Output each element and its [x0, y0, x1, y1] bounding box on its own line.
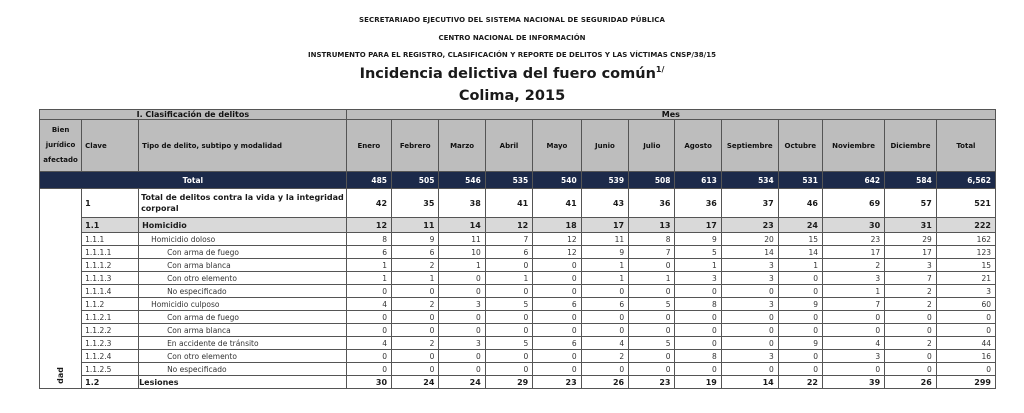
header-bien-line-3: afectado: [43, 156, 78, 164]
month-value-cell: 14: [778, 246, 822, 259]
month-value-cell: 4: [822, 337, 884, 350]
header-month: Febrero: [392, 120, 439, 172]
month-value-cell: 2: [392, 259, 439, 272]
month-value-cell: 12: [533, 246, 581, 259]
month-value-cell: 6: [485, 246, 532, 259]
month-value-cell: 0: [392, 311, 439, 324]
month-value-cell: 0: [885, 363, 937, 376]
month-value-cell: 10: [439, 246, 485, 259]
table-row: [40, 285, 996, 298]
month-value-cell: 0: [822, 311, 884, 324]
month-value-cell: 36: [629, 189, 675, 218]
month-value-cell: 1: [581, 259, 628, 272]
month-value-cell: 9: [392, 233, 439, 246]
total-cell: 546: [439, 172, 485, 189]
month-value-cell: 6: [392, 246, 439, 259]
month-value-cell: 42: [346, 189, 391, 218]
clave-cell: 1.1: [82, 218, 139, 233]
month-value-cell: 0: [629, 363, 675, 376]
month-value-cell: 0: [439, 285, 485, 298]
header-month: Marzo: [439, 120, 485, 172]
month-value-cell: 1: [485, 272, 532, 285]
table-row: [40, 324, 996, 337]
clave-cell: 1.1.1.4: [82, 285, 139, 298]
clave-cell: 1.2: [82, 376, 139, 389]
month-value-cell: 0: [629, 350, 675, 363]
month-value-cell: 0: [439, 350, 485, 363]
month-value-cell: 4: [581, 337, 628, 350]
clave-cell: 1.1.2.3: [82, 337, 139, 350]
month-value-cell: 3: [721, 298, 778, 311]
month-value-cell: 7: [885, 272, 937, 285]
month-value-cell: 24: [439, 376, 485, 389]
total-cell: 485: [346, 172, 391, 189]
total-cell: 642: [822, 172, 884, 189]
total-cell: 534: [721, 172, 778, 189]
month-value-cell: 11: [439, 233, 485, 246]
month-value-cell: 17: [675, 218, 721, 233]
month-value-cell: 12: [346, 218, 391, 233]
total-cell: 539: [581, 172, 628, 189]
month-value-cell: 3: [675, 272, 721, 285]
month-value-cell: 7: [485, 233, 532, 246]
month-value-cell: 0: [392, 285, 439, 298]
month-value-cell: 15: [778, 233, 822, 246]
month-value-cell: 5: [485, 337, 532, 350]
month-value-cell: 0: [778, 324, 822, 337]
month-value-cell: 1: [346, 259, 391, 272]
total-cell: 508: [629, 172, 675, 189]
month-value-cell: 0: [675, 324, 721, 337]
month-value-cell: 23: [822, 233, 884, 246]
month-value-cell: 5: [485, 298, 532, 311]
month-value-cell: 41: [533, 189, 581, 218]
header-month: Mayo: [533, 120, 581, 172]
month-value-cell: 0: [346, 285, 391, 298]
tipo-cell: En accidente de tránsito: [139, 337, 347, 350]
month-value-cell: 0: [629, 324, 675, 337]
row-total-cell: 222: [936, 218, 995, 233]
month-value-cell: 0: [675, 337, 721, 350]
month-value-cell: 6: [346, 246, 391, 259]
total-cell: 584: [885, 172, 937, 189]
month-value-cell: 23: [721, 218, 778, 233]
header-bien-line-1: Bien: [51, 126, 70, 134]
month-value-cell: 8: [675, 298, 721, 311]
month-value-cell: 0: [346, 363, 391, 376]
month-value-cell: 26: [581, 376, 628, 389]
month-value-cell: 3: [822, 272, 884, 285]
month-value-cell: 23: [629, 376, 675, 389]
month-value-cell: 4: [346, 337, 391, 350]
month-value-cell: 1: [439, 259, 485, 272]
month-value-cell: 8: [675, 350, 721, 363]
month-value-cell: 12: [533, 233, 581, 246]
month-value-cell: 0: [675, 363, 721, 376]
month-value-cell: 24: [392, 376, 439, 389]
month-value-cell: 0: [885, 311, 937, 324]
month-value-cell: 0: [392, 350, 439, 363]
month-value-cell: 0: [439, 363, 485, 376]
row-total-cell: 21: [936, 272, 995, 285]
total-cell: 505: [392, 172, 439, 189]
month-value-cell: 38: [439, 189, 485, 218]
header-clave: Clave: [82, 120, 139, 172]
month-value-cell: 0: [675, 285, 721, 298]
row-total-cell: 123: [936, 246, 995, 259]
month-value-cell: 9: [581, 246, 628, 259]
page-title: [0, 65, 1024, 82]
month-value-cell: 0: [485, 259, 532, 272]
month-value-cell: 57: [885, 189, 937, 218]
tipo-cell: Con arma blanca: [139, 324, 347, 337]
row-total-cell: 521: [936, 189, 995, 218]
clave-cell: 1.1.1.1: [82, 246, 139, 259]
month-value-cell: 39: [822, 376, 884, 389]
month-value-cell: 0: [533, 363, 581, 376]
header-line-1: SECRETARIADO EJECUTIVO DEL SISTEMA NACIONAL DE SEGURIDAD PÚBLICA: [358, 16, 666, 24]
month-value-cell: 0: [439, 324, 485, 337]
month-value-cell: 29: [885, 233, 937, 246]
table-row: [40, 298, 996, 311]
month-value-cell: 0: [822, 324, 884, 337]
month-value-cell: 2: [885, 285, 937, 298]
month-value-cell: 1: [822, 285, 884, 298]
month-value-cell: 14: [721, 376, 778, 389]
month-value-cell: 0: [485, 350, 532, 363]
table-row: [40, 337, 996, 350]
row-total-cell: 3: [936, 285, 995, 298]
month-value-cell: 7: [822, 298, 884, 311]
month-value-cell: 0: [581, 285, 628, 298]
column-header-row: [40, 120, 996, 172]
month-value-cell: 3: [885, 259, 937, 272]
month-value-cell: 0: [885, 324, 937, 337]
month-value-cell: 5: [629, 337, 675, 350]
month-value-cell: 0: [721, 324, 778, 337]
tipo-cell: Con otro elemento: [139, 350, 347, 363]
total-label: Total: [40, 172, 347, 189]
total-cell: 613: [675, 172, 721, 189]
group-header-row: [40, 110, 996, 120]
total-cell: 540: [533, 172, 581, 189]
month-value-cell: 0: [533, 311, 581, 324]
header-month: Septiembre: [721, 120, 778, 172]
month-value-cell: 37: [721, 189, 778, 218]
table-row: [40, 311, 996, 324]
month-value-cell: 0: [533, 272, 581, 285]
total-row: [40, 172, 996, 189]
clave-cell: 1.1.1.3: [82, 272, 139, 285]
table-row: [40, 233, 996, 246]
month-value-cell: 0: [581, 311, 628, 324]
total-cell: 535: [485, 172, 532, 189]
row-total-cell: 0: [936, 311, 995, 324]
month-value-cell: 0: [675, 311, 721, 324]
tipo-cell: Total de delitos contra la vida y la integridad corporal: [139, 189, 347, 218]
clave-cell: 1.1.2: [82, 298, 139, 311]
crime-table: [39, 109, 996, 389]
header-month: Agosto: [675, 120, 721, 172]
month-value-cell: 4: [346, 298, 391, 311]
month-value-cell: 0: [346, 311, 391, 324]
month-value-cell: 0: [581, 324, 628, 337]
clave-cell: 1.1.2.2: [82, 324, 139, 337]
header-month: Noviembre: [822, 120, 884, 172]
tipo-cell: Con otro elemento: [139, 272, 347, 285]
month-value-cell: 2: [885, 337, 937, 350]
total-cell: 531: [778, 172, 822, 189]
month-value-cell: 1: [778, 259, 822, 272]
total-cell: 6,562: [936, 172, 995, 189]
month-value-cell: 36: [675, 189, 721, 218]
tipo-cell: Homicidio: [139, 218, 347, 233]
month-value-cell: 0: [778, 311, 822, 324]
header-month: Enero: [346, 120, 391, 172]
row-total-cell: 44: [936, 337, 995, 350]
month-value-cell: 30: [822, 218, 884, 233]
month-value-cell: 14: [439, 218, 485, 233]
page-subtitle: Colima, 2015: [458, 88, 566, 104]
header-month: Abril: [485, 120, 532, 172]
month-value-cell: 0: [533, 350, 581, 363]
table-row: [40, 363, 996, 376]
clave-cell: 1: [82, 189, 139, 218]
month-value-cell: 30: [346, 376, 391, 389]
month-value-cell: 14: [721, 246, 778, 259]
month-value-cell: 0: [485, 311, 532, 324]
month-value-cell: 3: [721, 350, 778, 363]
header-month: Junio: [581, 120, 628, 172]
table-row: [40, 189, 996, 218]
month-value-cell: 1: [675, 259, 721, 272]
row-total-cell: 0: [936, 363, 995, 376]
row-total-cell: 0: [936, 324, 995, 337]
month-value-cell: 20: [721, 233, 778, 246]
header-tipo: Tipo de delito, subtipo y modalidad: [139, 120, 347, 172]
month-value-cell: 1: [581, 272, 628, 285]
header-month: Julio: [629, 120, 675, 172]
month-value-cell: 2: [581, 350, 628, 363]
bien-juridico-cell: [40, 189, 82, 389]
month-value-cell: 0: [439, 311, 485, 324]
tipo-cell: Con arma de fuego: [139, 246, 347, 259]
month-value-cell: 5: [629, 298, 675, 311]
month-value-cell: 9: [778, 337, 822, 350]
month-value-cell: 1: [346, 272, 391, 285]
month-value-cell: 0: [885, 350, 937, 363]
title-footnote-mark: 1/: [655, 65, 665, 74]
row-total-cell: 299: [936, 376, 995, 389]
month-value-cell: 69: [822, 189, 884, 218]
month-value-cell: 6: [533, 298, 581, 311]
month-value-cell: 6: [533, 337, 581, 350]
month-value-cell: 29: [485, 376, 532, 389]
month-value-cell: 13: [629, 218, 675, 233]
row-total-cell: 15: [936, 259, 995, 272]
clave-cell: 1.1.1.2: [82, 259, 139, 272]
month-value-cell: 7: [629, 246, 675, 259]
month-value-cell: 0: [485, 324, 532, 337]
table-row: [40, 259, 996, 272]
month-value-cell: 2: [392, 337, 439, 350]
header-month: Diciembre: [885, 120, 937, 172]
month-value-cell: 0: [822, 363, 884, 376]
header-line-2: CENTRO NACIONAL DE INFORMACIÓN: [438, 34, 586, 42]
month-value-cell: 26: [885, 376, 937, 389]
month-value-cell: 0: [439, 272, 485, 285]
tipo-cell: Con arma blanca: [139, 259, 347, 272]
month-value-cell: 3: [721, 259, 778, 272]
page-title-text: Incidencia delictiva del fuero común: [359, 65, 656, 82]
month-value-cell: 19: [675, 376, 721, 389]
month-value-cell: 0: [629, 311, 675, 324]
month-value-cell: 3: [439, 298, 485, 311]
bien-juridico-label: dad: [56, 367, 66, 384]
month-value-cell: 0: [778, 272, 822, 285]
month-value-cell: 17: [581, 218, 628, 233]
group-header-month: Mes: [346, 110, 995, 120]
tipo-cell: No especificado: [139, 363, 347, 376]
month-value-cell: 3: [822, 350, 884, 363]
month-value-cell: 2: [885, 298, 937, 311]
month-value-cell: 9: [675, 233, 721, 246]
month-value-cell: 24: [778, 218, 822, 233]
month-value-cell: 0: [721, 363, 778, 376]
month-value-cell: 0: [346, 350, 391, 363]
month-value-cell: 0: [392, 363, 439, 376]
header-total: Total: [936, 120, 995, 172]
tipo-cell: Homicidio doloso: [139, 233, 347, 246]
month-value-cell: 31: [885, 218, 937, 233]
month-value-cell: 0: [533, 324, 581, 337]
month-value-cell: 8: [346, 233, 391, 246]
clave-cell: 1.1.2.5: [82, 363, 139, 376]
month-value-cell: 1: [629, 272, 675, 285]
table-row: [40, 350, 996, 363]
table-row: [40, 376, 996, 389]
month-value-cell: 0: [629, 285, 675, 298]
month-value-cell: 0: [778, 285, 822, 298]
header-bien-line-2: jurídico: [45, 141, 76, 149]
month-value-cell: 23: [533, 376, 581, 389]
month-value-cell: 22: [778, 376, 822, 389]
month-value-cell: 11: [581, 233, 628, 246]
month-value-cell: 41: [485, 189, 532, 218]
month-value-cell: 0: [392, 324, 439, 337]
month-value-cell: 18: [533, 218, 581, 233]
month-value-cell: 46: [778, 189, 822, 218]
month-value-cell: 0: [721, 311, 778, 324]
month-value-cell: 2: [392, 298, 439, 311]
table-row: [40, 218, 996, 233]
month-value-cell: 43: [581, 189, 628, 218]
tipo-cell: Con arma de fuego: [139, 311, 347, 324]
month-value-cell: 3: [439, 337, 485, 350]
month-value-cell: 0: [533, 285, 581, 298]
month-value-cell: 1: [392, 272, 439, 285]
month-value-cell: 17: [822, 246, 884, 259]
month-value-cell: 0: [778, 363, 822, 376]
month-value-cell: 0: [721, 337, 778, 350]
tipo-cell: Homicidio culposo: [139, 298, 347, 311]
month-value-cell: 9: [778, 298, 822, 311]
month-value-cell: 0: [721, 285, 778, 298]
month-value-cell: 0: [346, 324, 391, 337]
header-month: Octubre: [778, 120, 822, 172]
month-value-cell: 0: [485, 363, 532, 376]
clave-cell: 1.1.2.4: [82, 350, 139, 363]
clave-cell: 1.1.2.1: [82, 311, 139, 324]
month-value-cell: 6: [581, 298, 628, 311]
month-value-cell: 12: [485, 218, 532, 233]
month-value-cell: 3: [721, 272, 778, 285]
month-value-cell: 0: [533, 259, 581, 272]
tipo-cell: Lesiones: [139, 376, 347, 389]
clave-cell: 1.1.1: [82, 233, 139, 246]
table-row: [40, 272, 996, 285]
header-line-3: INSTRUMENTO PARA EL REGISTRO, CLASIFICACIÓN Y REPORTE DE DELITOS Y LAS VÍCTIMAS CNSP/38/15: [308, 51, 716, 59]
row-total-cell: 162: [936, 233, 995, 246]
row-total-cell: 60: [936, 298, 995, 311]
header-bien-juridico: [40, 120, 82, 172]
month-value-cell: 5: [675, 246, 721, 259]
table-row: [40, 246, 996, 259]
month-value-cell: 17: [885, 246, 937, 259]
month-value-cell: 0: [629, 259, 675, 272]
row-total-cell: 16: [936, 350, 995, 363]
month-value-cell: 8: [629, 233, 675, 246]
tipo-cell: No especificado: [139, 285, 347, 298]
month-value-cell: 0: [778, 350, 822, 363]
month-value-cell: 0: [485, 285, 532, 298]
month-value-cell: 0: [581, 363, 628, 376]
month-value-cell: 2: [822, 259, 884, 272]
month-value-cell: 11: [392, 218, 439, 233]
month-value-cell: 35: [392, 189, 439, 218]
group-header-classification: I. Clasificación de delitos: [40, 110, 347, 120]
